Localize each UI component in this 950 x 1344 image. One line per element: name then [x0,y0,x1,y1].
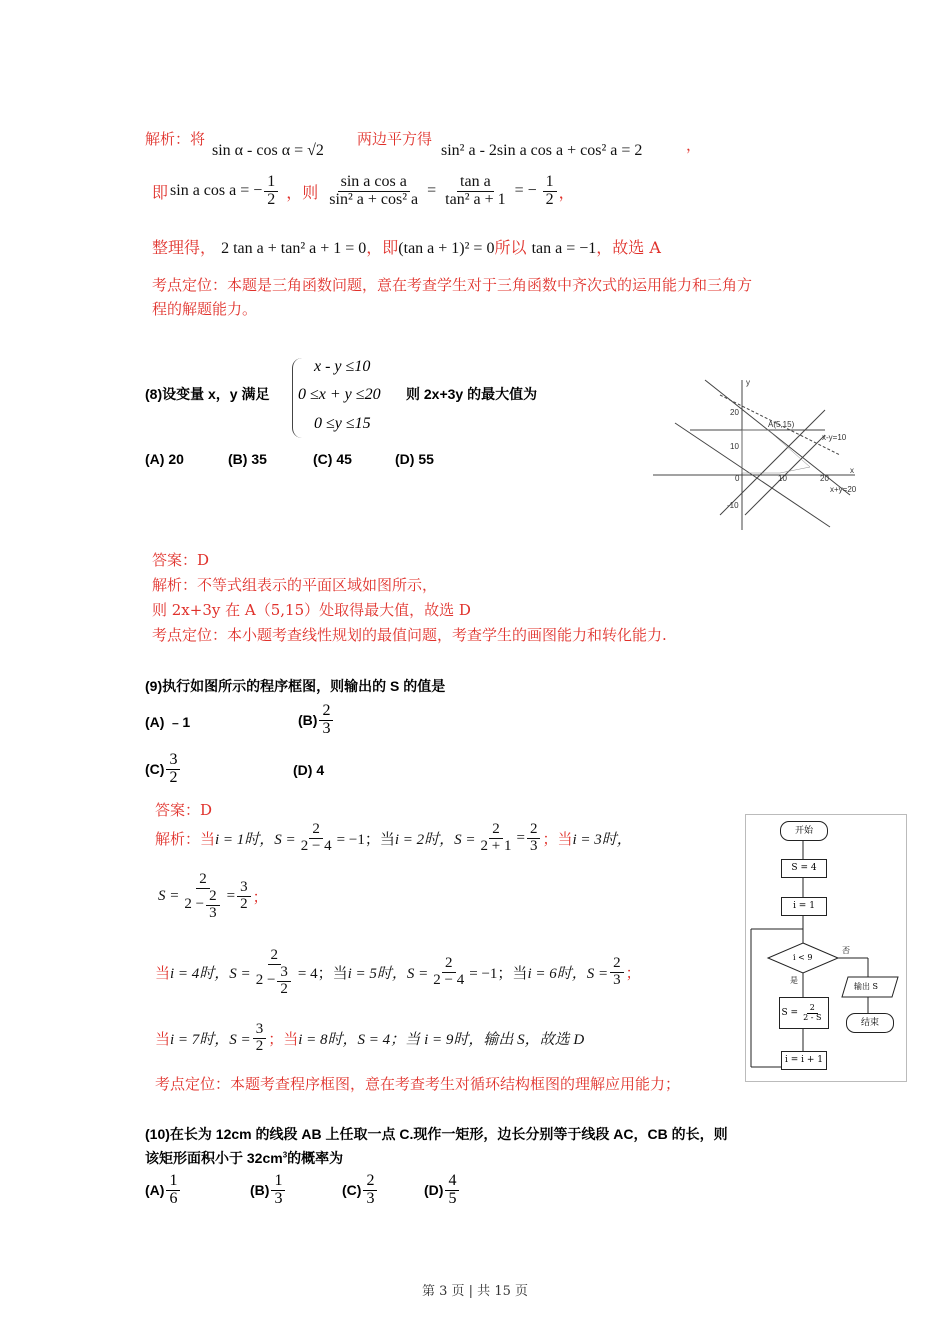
q7-l2end: ， [558,182,575,202]
option-label: (D) [424,1182,444,1199]
text: 解析：当 [155,829,216,848]
q9-location: 考点定位：本题考查程序框图，意在考查考生对循环结构框图的理解应用能力； [155,1075,681,1093]
q9-answer: 答案：D [155,801,213,819]
text: 当 [155,964,171,983]
denominator [253,965,296,998]
flowchart [745,814,907,1082]
fraction: $\frac{2}{3}$ [610,956,624,989]
q7-l2a: 即 [152,182,169,202]
tick: -10 [727,501,739,510]
fraction: $\frac{1}{6}$ [166,1173,180,1208]
math: = 4；当 [297,966,348,983]
q8-exp-2: 则 2x+3y 在 A（5,15）处取得最大值，故选 D [152,601,471,619]
q7-eq1: sin α - cos α = √2 [212,142,324,159]
q10-option-d[interactable] [424,1173,461,1208]
q7-l2b: ，则 [286,182,319,202]
flow-start: 开始 [780,821,828,841]
den-part: 2 − [255,972,276,989]
q7-l3eq: 2 tan a + tan² a + 1 = 0 [221,240,367,257]
line2-label: x+y=20 [830,485,857,494]
superscript: 3 [282,1150,288,1160]
q9-option-c[interactable] [145,752,182,787]
math: = [516,829,525,846]
assign-pre: S = [781,1008,799,1018]
q7-l3eq2: (tan a + 1)² = 0 [398,240,495,257]
q9-exp-line2 [158,872,268,921]
option-label: (B) [298,712,318,729]
q8-option-a[interactable]: (A) 20 [145,451,184,467]
fraction: $\frac{1}{2}$ [543,174,557,209]
equals: = [427,182,437,200]
q8-stem-b: 则 2x+3y 的最大值为 [406,386,538,402]
math: i = 4时，S = [170,966,251,983]
line1-label: x-y=10 [822,433,847,442]
math: i = 3时， [572,831,632,848]
q8-option-d[interactable]: (D) 55 [395,451,434,467]
q7-l3d: ，故选 A [596,238,661,257]
fraction: $\frac{2}{2 + 1}$ [480,821,512,854]
point-a-label: A(5,15) [768,420,795,429]
complex-fraction: 2 2 − $\frac{2}{3}$ [181,872,224,921]
q7-location-2: 程的解题能力。 [152,300,258,318]
math: i = 2时，S = [394,831,476,848]
fraction: $\frac{1}{2}$ [264,174,278,209]
q7-l3a: 整理得， [152,238,217,257]
q10-option-c[interactable] [342,1173,379,1208]
text: ； [252,888,268,907]
option-label: (C) [145,761,165,778]
q8-option-c[interactable]: (C) 45 [313,451,352,467]
flow-yes: 是 [790,976,798,985]
math: i = 7时，S = [170,1031,251,1048]
fraction: $\frac{2}{2 - 4}$ [300,821,332,854]
q7-l2eq3: = − [514,182,537,200]
q8-exp-1: 解析：不等式组表示的平面区域如图所示， [152,576,438,594]
q7-line1 [145,128,205,149]
q8-ineq2: 0 ≤x + y ≤20 [298,386,381,403]
complex-fraction: 2 2 − $\frac{3}{2}$ [253,948,296,997]
text: ； [625,964,641,983]
den-part: 2 − [184,896,205,913]
q8-exp-3: 考点定位：本小题考查线性规划的最值问题，考查学生的画图能力和转化能力. [152,626,667,644]
q9-exp-line4 [155,1022,584,1055]
q7-l3b: ，即 [366,238,399,257]
fraction: $\frac{3}{2}$ [166,752,180,787]
q10-option-a[interactable] [145,1173,182,1208]
flow-inc: i = i + 1 [781,1051,827,1070]
math: = −1；当 [336,831,395,848]
math: S = [158,888,180,905]
flow-end: 结束 [846,1013,894,1033]
q8-ineq1: x - y ≤10 [314,358,371,375]
flow-s4: S = 4 [781,859,827,878]
q9-option-a[interactable]: (A) ﹣1 [145,714,191,730]
fraction: $\frac{2}{2 - S}$ [803,1003,822,1022]
q7-l2eq: sin a cos a = − [170,182,263,200]
q7-l3eq3: tan a = −1 [531,240,597,257]
q7-location-1: 考点定位：本题是三角函数问题，意在考查学生对于三角函数中齐次式的运用能力和三角方 [152,276,753,294]
option-label: (B) [250,1182,270,1199]
tick: 20 [820,474,829,483]
text: 的概率为 [287,1150,344,1166]
math: i = 9时，输出 S，故选 D [424,1031,585,1048]
fraction: $\frac{\text{sin a cos a}}{\text{sin² a + cos² a}}$ [329,173,419,208]
math: i = 8时，S = 4；当 [298,1031,421,1048]
math: = −1；当 [469,966,528,983]
q7-text: 解析：将 [145,130,206,148]
q9-exp-line1 [155,822,632,855]
tick: 0 [735,474,740,483]
q8-stem-a: (8)设变量 x，y 满足 [145,386,270,402]
tick: 10 [778,474,787,483]
q9-option-d[interactable]: (D) 4 [293,762,325,778]
text: 该矩形面积小于 32cm [145,1150,283,1166]
q10-stem-2 [145,1148,343,1168]
fraction: $\frac{3}{2}$ [237,880,251,913]
fraction: $\frac{1}{3}$ [271,1173,285,1208]
flow-assign [779,997,829,1029]
fraction: $\frac{2}{3}$ [206,889,220,922]
y-label: y [746,378,750,387]
tick: 20 [730,408,739,417]
q9-option-b[interactable] [298,703,335,738]
x-label: x [850,466,854,475]
page-footer: 第 3 页 | 共 15 页 [422,1284,528,1299]
q8-ineq3: 0 ≤y ≤15 [314,415,371,432]
fraction: $\frac{4}{5}$ [445,1173,459,1208]
flowchart-lines [746,815,906,1081]
q10-option-b[interactable] [250,1173,287,1208]
tick: 10 [730,442,739,451]
q10-stem-1: (10)在长为 12cm 的线段 AB 上任取一点 C.现作一矩形，边长分别等于线段 AC，CB 的长，则 [145,1126,728,1142]
fraction: $\frac{3}{2}$ [253,1022,267,1055]
q7-line2 [152,174,575,209]
option-label: (A) [145,1182,165,1199]
flow-no: 否 [842,946,850,955]
math: i = 5时，S = [347,966,429,983]
q7-l3c: 所以 [494,238,527,257]
q7-comma: ， [686,136,702,154]
denominator [181,889,224,922]
text: 当 [155,1029,171,1048]
math: = [226,888,236,905]
q8-answer: 答案：D [152,551,210,569]
fraction: $\frac{2}{2 - 4}$ [433,955,465,989]
math: i = 6时，S = [527,966,609,983]
text: ；当 [268,1029,299,1048]
q9-stem: (9)执行如图所示的程序框图，则输出的 S 的值是 [145,678,446,694]
q7-text-b: 两边平方得 [357,130,433,148]
fraction: $\frac{2}{3}$ [363,1173,377,1208]
option-label: (C) [342,1182,362,1199]
q7-line3 [152,235,661,258]
flow-cond: i < 9 [793,953,813,962]
q7-eq2: sin² a - 2sin a cos a + cos² a = 2 [441,142,643,159]
q8-option-b[interactable]: (B) 35 [228,451,267,467]
feasible-region-graph [650,375,865,530]
fraction: $\frac{\text{tan a}}{\text{tan² a + 1}}$ [445,173,506,208]
flow-output: 输出 S [854,982,879,991]
fraction: $\frac{2}{3}$ [527,822,541,855]
text: ；当 [542,829,573,848]
q9-exp-line3 [155,948,641,997]
math: i = 1时，S = [215,831,296,848]
fraction: $\frac{2}{3}$ [319,703,333,738]
flow-i1: i = 1 [781,897,827,916]
fraction: $\frac{3}{2}$ [277,965,291,998]
